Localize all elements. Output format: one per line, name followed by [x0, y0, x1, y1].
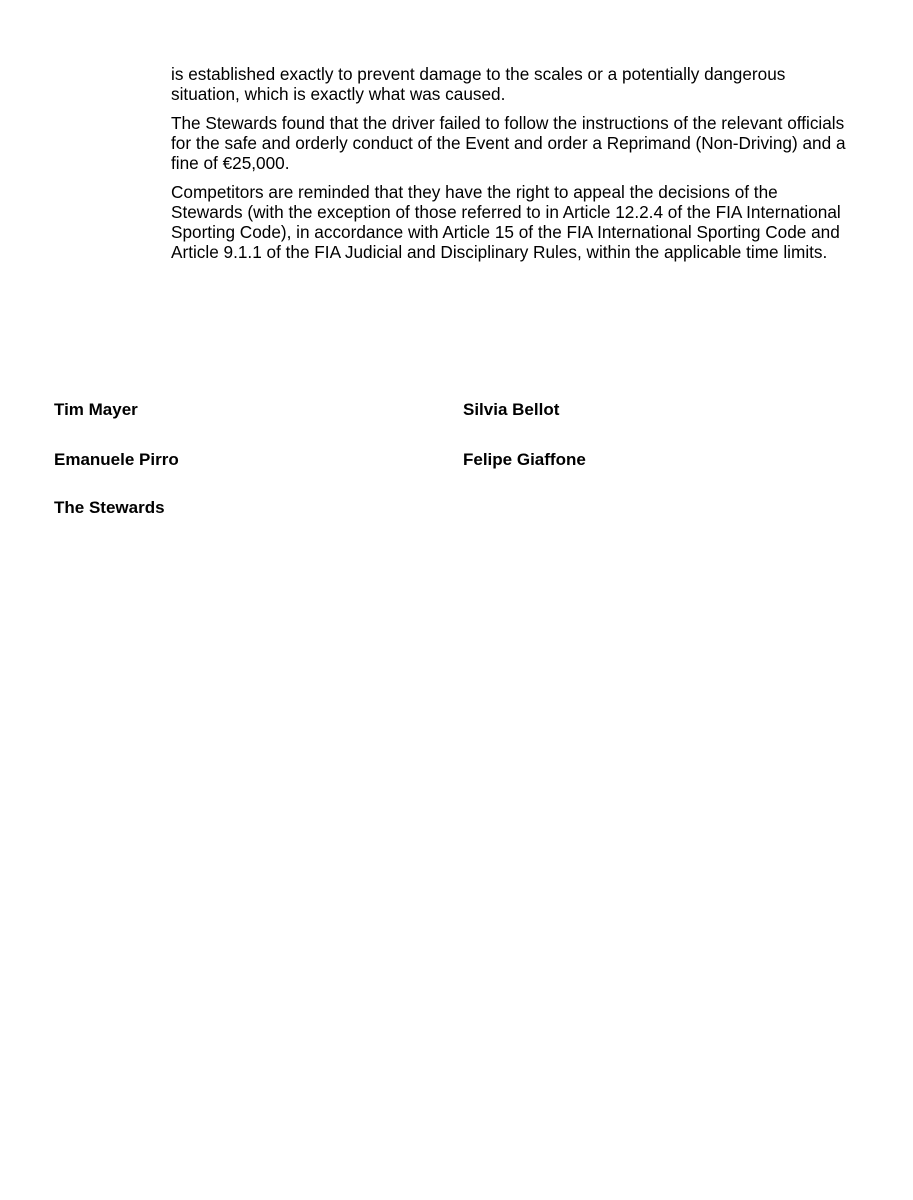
paragraph-continuation: is established exactly to prevent damage to the scales or a potentially dangerous situation, which is exactly what was caused. [171, 64, 786, 104]
signature-closing: The Stewards [54, 498, 165, 517]
signature-steward-1: Tim Mayer [54, 400, 138, 419]
paragraph-appeal-notice: Competitors are reminded that they have the right to appeal the decisions of the Stewards (with the exception of those referred to in Article 12.2.4 of the FIA International Sporting Code), in accordance with Article 15 of the FIA International Sporting Code and Article 9.1.1 of the FIA Judicial and Disciplinary Rules, within the applicable time limits. [171, 182, 841, 262]
signature-steward-2: Silvia Bellot [463, 400, 560, 419]
paragraph-finding: The Stewards found that the driver failed to follow the instructions of the relevant officials for the safe and orderly conduct of the Event and order a Reprimand (Non-Driving) and a fine of €25,000. [171, 113, 846, 173]
signature-steward-4: Felipe Giaffone [463, 450, 586, 469]
decision-body [171, 64, 851, 271]
signature-steward-3: Emanuele Pirro [54, 450, 179, 469]
